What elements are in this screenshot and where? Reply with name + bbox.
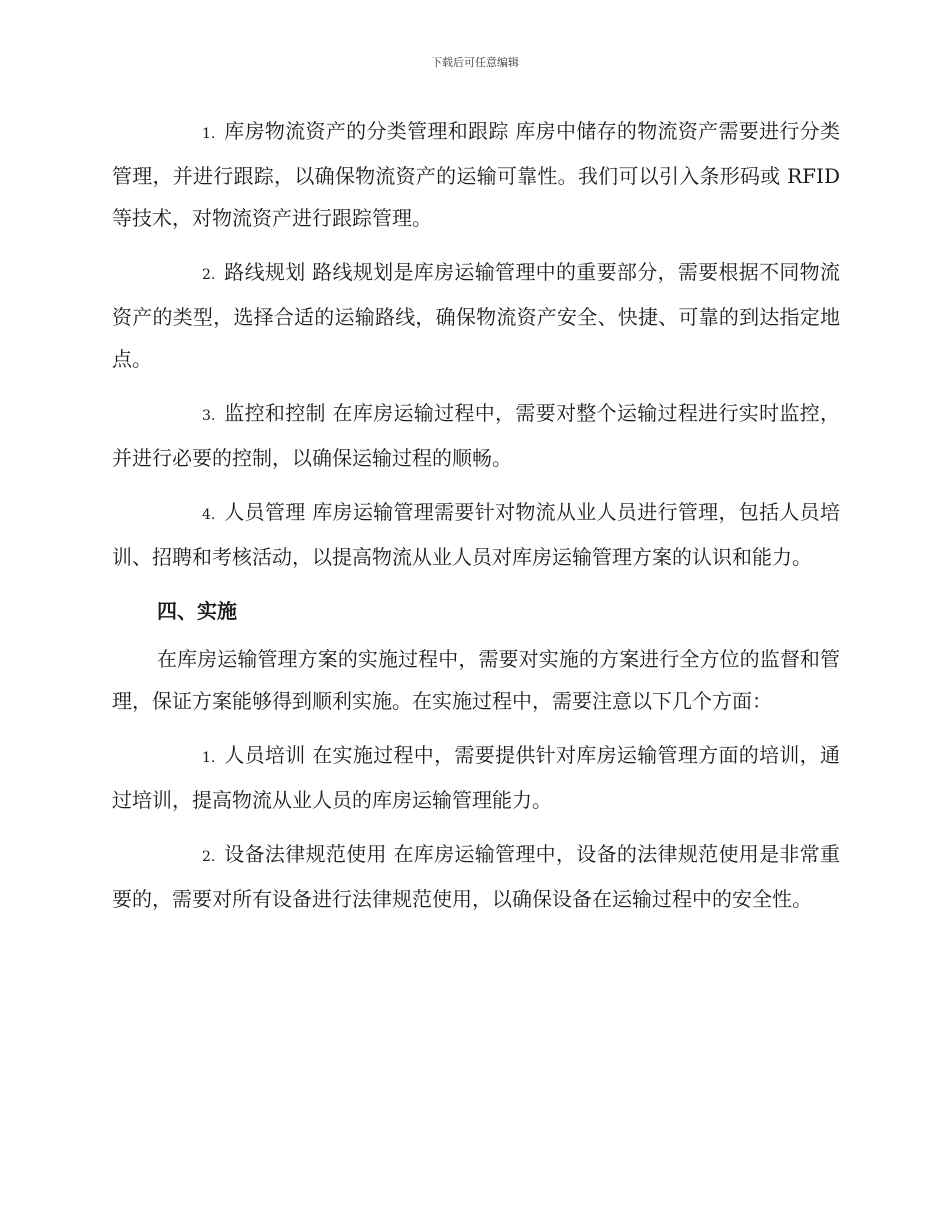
list-number: 1. xyxy=(202,126,216,142)
section-heading: 四、实施 xyxy=(157,599,237,623)
list-text: 监控和控制 在库房运输过程中，需要对整个运输过程进行实时监控，并进行必要的控制，以确保运输过程的顺畅。 xyxy=(112,401,840,470)
list-number: 1. xyxy=(202,750,216,766)
document-body xyxy=(112,110,840,932)
section-intro: 在库房运输管理方案的实施过程中，需要对实施的方案进行全方位的监督和管理，保证方案能够得到顺利实施。在实施过程中，需要注意以下几个方面： xyxy=(112,647,840,713)
list-number: 2. xyxy=(202,849,216,865)
list-item-3-2 xyxy=(112,251,840,380)
list-number: 3. xyxy=(202,408,216,424)
list-text: 设备法律规范使用 在库房运输管理中，设备的法律规范使用是非常重要的，需要对所有设备进行法律规范使用，以确保设备在运输过程中的安全性。 xyxy=(112,842,840,911)
list-text: 库房物流资产的分类管理和跟踪 库房中储存的物流资产需要进行分类管理，并进行跟踪，以确保物流资产的运输可靠性。我们可以引入条形码或 RFID 等技术，对物流资产进行跟踪管理。 xyxy=(112,119,840,230)
list-item-4-1 xyxy=(112,734,840,821)
list-item-3-4 xyxy=(112,491,840,578)
list-item-4-2 xyxy=(112,833,840,920)
list-text: 人员管理 库房运输管理需要针对物流从业人员进行管理，包括人员培训、招聘和考核活动，以提高物流从业人员对库房运输管理方案的认识和能力。 xyxy=(112,500,840,569)
list-text: 人员培训 在实施过程中，需要提供针对库房运输管理方面的培训，通过培训，提高物流从业人员的库房运输管理能力。 xyxy=(112,743,840,812)
page-header: 下载后可任意编辑 xyxy=(431,56,519,69)
list-item-3-3 xyxy=(112,392,840,479)
list-text: 路线规划 路线规划是库房运输管理中的重要部分，需要根据不同物流资产的类型，选择合适的运输路线，确保物流资产安全、快捷、可靠的到达指定地点。 xyxy=(112,260,840,371)
list-number: 4. xyxy=(202,507,216,523)
list-item-3-1 xyxy=(112,110,840,239)
list-number: 2. xyxy=(202,267,216,283)
